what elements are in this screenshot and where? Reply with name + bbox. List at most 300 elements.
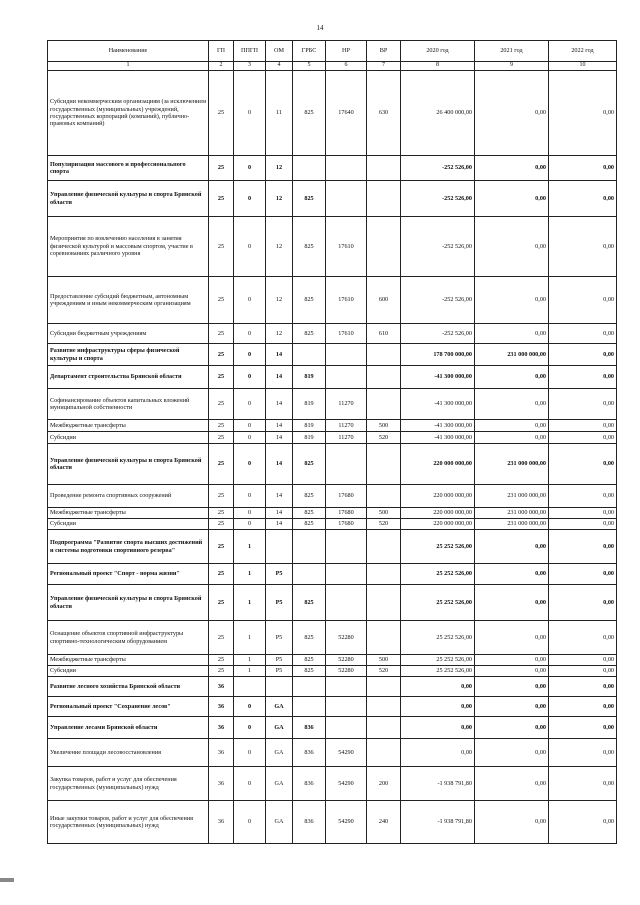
cell-ppgp: 1 bbox=[234, 530, 266, 564]
cell-grbs bbox=[293, 677, 326, 697]
header-grbs: ГРБС bbox=[293, 41, 326, 62]
cell-ppgp: 0 bbox=[234, 717, 266, 739]
table-row bbox=[48, 655, 617, 666]
cell-vr: 520 bbox=[367, 666, 401, 677]
cell-grbs: 836 bbox=[293, 739, 326, 767]
cell-nr: 17680 bbox=[326, 485, 367, 508]
cell-vr bbox=[367, 389, 401, 420]
column-index-row bbox=[48, 62, 617, 71]
index-cell: 3 bbox=[234, 62, 266, 71]
cell-name: Субсидии bbox=[48, 432, 209, 444]
cell-ppgp: 0 bbox=[234, 366, 266, 389]
cell-name: Управление физической культуры и спорта Брянской области bbox=[48, 181, 209, 217]
cell-2020: 25 252 526,00 bbox=[401, 530, 475, 564]
cell-grbs: 825 bbox=[293, 585, 326, 621]
cell-gp: 25 bbox=[209, 485, 234, 508]
table-row bbox=[48, 519, 617, 530]
cell-2020: -41 300 000,00 bbox=[401, 420, 475, 432]
cell-grbs: 825 bbox=[293, 666, 326, 677]
table-row bbox=[48, 181, 617, 217]
cell-2021: 0,00 bbox=[475, 697, 549, 717]
cell-grbs: 819 bbox=[293, 432, 326, 444]
header-row bbox=[48, 41, 617, 62]
cell-2021: 0,00 bbox=[475, 420, 549, 432]
cell-nr bbox=[326, 585, 367, 621]
cell-grbs: 825 bbox=[293, 655, 326, 666]
cell-ppgp: 0 bbox=[234, 389, 266, 420]
cell-2022: 0,00 bbox=[549, 585, 617, 621]
cell-gp: 36 bbox=[209, 767, 234, 801]
cell-2021: 0,00 bbox=[475, 530, 549, 564]
cell-om bbox=[266, 530, 293, 564]
cell-gp: 36 bbox=[209, 801, 234, 844]
cell-om: GA bbox=[266, 697, 293, 717]
table-row bbox=[48, 444, 617, 485]
header-2020: 2020 год bbox=[401, 41, 475, 62]
cell-2020: 25 252 526,00 bbox=[401, 655, 475, 666]
cell-nr: 52280 bbox=[326, 655, 367, 666]
cell-2021: 0,00 bbox=[475, 277, 549, 324]
cell-2022: 0,00 bbox=[549, 677, 617, 697]
cell-vr: 520 bbox=[367, 519, 401, 530]
cell-name: Проведение ремонта спортивных сооружений bbox=[48, 485, 209, 508]
cell-nr bbox=[326, 156, 367, 181]
table-row bbox=[48, 717, 617, 739]
cell-om: 11 bbox=[266, 71, 293, 156]
cell-2022: 0,00 bbox=[549, 508, 617, 519]
cell-grbs: 825 bbox=[293, 508, 326, 519]
cell-name: Межбюджетные трансферты bbox=[48, 655, 209, 666]
cell-gp: 25 bbox=[209, 519, 234, 530]
cell-2021: 0,00 bbox=[475, 621, 549, 655]
cell-2020: 0,00 bbox=[401, 677, 475, 697]
cell-2022: 0,00 bbox=[549, 71, 617, 156]
cell-nr: 17680 bbox=[326, 508, 367, 519]
cell-2020: 0,00 bbox=[401, 697, 475, 717]
cell-grbs: 825 bbox=[293, 485, 326, 508]
cell-2021: 0,00 bbox=[475, 366, 549, 389]
cell-gp: 36 bbox=[209, 739, 234, 767]
cell-name: Развитие инфраструктуры сферы физической культуры и спорта bbox=[48, 344, 209, 366]
cell-nr: 17610 bbox=[326, 324, 367, 344]
cell-name: Региональный проект "Спорт - норма жизни" bbox=[48, 564, 209, 585]
cell-2020: -252 526,00 bbox=[401, 217, 475, 277]
cell-grbs: 825 bbox=[293, 217, 326, 277]
cell-ppgp: 0 bbox=[234, 801, 266, 844]
cell-grbs: 836 bbox=[293, 767, 326, 801]
cell-2020: 25 252 526,00 bbox=[401, 621, 475, 655]
cell-vr bbox=[367, 181, 401, 217]
cell-gp: 25 bbox=[209, 564, 234, 585]
cell-ppgp: 0 bbox=[234, 508, 266, 519]
header-2021: 2021 год bbox=[475, 41, 549, 62]
cell-gp: 25 bbox=[209, 655, 234, 666]
cell-vr bbox=[367, 585, 401, 621]
index-cell: 1 bbox=[48, 62, 209, 71]
page-number: 14 bbox=[316, 24, 324, 32]
cell-2022: 0,00 bbox=[549, 666, 617, 677]
cell-2021: 0,00 bbox=[475, 767, 549, 801]
cell-vr bbox=[367, 621, 401, 655]
cell-2022: 0,00 bbox=[549, 181, 617, 217]
cell-ppgp: 0 bbox=[234, 156, 266, 181]
cell-2020: 220 000 000,00 bbox=[401, 508, 475, 519]
cell-2020: 0,00 bbox=[401, 739, 475, 767]
cell-grbs bbox=[293, 156, 326, 181]
cell-2021: 231 000 000,00 bbox=[475, 485, 549, 508]
cell-nr: 11270 bbox=[326, 420, 367, 432]
cell-2021: 231 000 000,00 bbox=[475, 444, 549, 485]
cell-name: Софинансирование объектов капитальных вложений муниципальной собственности bbox=[48, 389, 209, 420]
cell-om: GA bbox=[266, 717, 293, 739]
cell-gp: 25 bbox=[209, 530, 234, 564]
cell-2022: 0,00 bbox=[549, 530, 617, 564]
cell-vr: 200 bbox=[367, 767, 401, 801]
table-row bbox=[48, 585, 617, 621]
cell-ppgp: 0 bbox=[234, 181, 266, 217]
cell-ppgp: 1 bbox=[234, 655, 266, 666]
cell-2022: 0,00 bbox=[549, 739, 617, 767]
cell-grbs: 825 bbox=[293, 181, 326, 217]
cell-2022: 0,00 bbox=[549, 717, 617, 739]
cell-2020: 220 000 000,00 bbox=[401, 519, 475, 530]
table-row bbox=[48, 420, 617, 432]
cell-nr: 54290 bbox=[326, 739, 367, 767]
cell-gp: 25 bbox=[209, 666, 234, 677]
cell-gp: 25 bbox=[209, 217, 234, 277]
table-row bbox=[48, 156, 617, 181]
cell-2020: -41 300 000,00 bbox=[401, 432, 475, 444]
scan-edge-mark bbox=[0, 878, 14, 882]
table-row bbox=[48, 277, 617, 324]
cell-2021: 231 000 000,00 bbox=[475, 519, 549, 530]
cell-nr bbox=[326, 564, 367, 585]
header-nr: НР bbox=[326, 41, 367, 62]
cell-om: P5 bbox=[266, 585, 293, 621]
cell-name: Управление физической культуры и спорта Брянской области bbox=[48, 585, 209, 621]
cell-2021: 0,00 bbox=[475, 801, 549, 844]
cell-nr: 17610 bbox=[326, 217, 367, 277]
cell-vr: 600 bbox=[367, 277, 401, 324]
index-cell: 9 bbox=[475, 62, 549, 71]
header-ppgp: ППГП bbox=[234, 41, 266, 62]
cell-vr: 500 bbox=[367, 420, 401, 432]
cell-grbs: 825 bbox=[293, 71, 326, 156]
cell-vr: 520 bbox=[367, 432, 401, 444]
table-row bbox=[48, 485, 617, 508]
cell-vr bbox=[367, 717, 401, 739]
cell-vr bbox=[367, 697, 401, 717]
cell-gp: 36 bbox=[209, 717, 234, 739]
index-cell: 4 bbox=[266, 62, 293, 71]
cell-grbs: 825 bbox=[293, 277, 326, 324]
cell-grbs: 825 bbox=[293, 519, 326, 530]
cell-2022: 0,00 bbox=[549, 519, 617, 530]
cell-gp: 25 bbox=[209, 508, 234, 519]
cell-grbs bbox=[293, 564, 326, 585]
cell-vr: 500 bbox=[367, 655, 401, 666]
cell-vr bbox=[367, 366, 401, 389]
cell-ppgp bbox=[234, 677, 266, 697]
cell-name: Межбюджетные трансферты bbox=[48, 508, 209, 519]
cell-om: 14 bbox=[266, 508, 293, 519]
cell-2021: 0,00 bbox=[475, 666, 549, 677]
table-row bbox=[48, 389, 617, 420]
cell-2021: 0,00 bbox=[475, 156, 549, 181]
cell-name: Управление лесами Брянской области bbox=[48, 717, 209, 739]
cell-om: 12 bbox=[266, 324, 293, 344]
cell-name: Предоставление субсидий бюджетным, автономным учреждениям и иным некоммерческим организациям bbox=[48, 277, 209, 324]
cell-om: P5 bbox=[266, 564, 293, 585]
cell-om: 14 bbox=[266, 519, 293, 530]
cell-2020: -252 526,00 bbox=[401, 277, 475, 324]
cell-2020: 26 400 000,00 bbox=[401, 71, 475, 156]
cell-om: 14 bbox=[266, 485, 293, 508]
cell-gp: 25 bbox=[209, 444, 234, 485]
cell-2022: 0,00 bbox=[549, 366, 617, 389]
cell-vr bbox=[367, 485, 401, 508]
cell-ppgp: 0 bbox=[234, 344, 266, 366]
cell-2020: -1 938 791,80 bbox=[401, 767, 475, 801]
cell-vr bbox=[367, 156, 401, 181]
cell-gp: 25 bbox=[209, 432, 234, 444]
cell-vr: 500 bbox=[367, 508, 401, 519]
cell-2021: 0,00 bbox=[475, 677, 549, 697]
cell-name: Развитие лесного хозяйства Брянской области bbox=[48, 677, 209, 697]
index-cell: 6 bbox=[326, 62, 367, 71]
table-row bbox=[48, 324, 617, 344]
cell-nr: 54290 bbox=[326, 801, 367, 844]
cell-2020: 220 000 000,00 bbox=[401, 444, 475, 485]
header-vr: ВР bbox=[367, 41, 401, 62]
cell-gp: 36 bbox=[209, 677, 234, 697]
cell-vr bbox=[367, 530, 401, 564]
cell-gp: 25 bbox=[209, 344, 234, 366]
cell-2022: 0,00 bbox=[549, 767, 617, 801]
index-cell: 7 bbox=[367, 62, 401, 71]
cell-grbs: 819 bbox=[293, 366, 326, 389]
header-gp: ГП bbox=[209, 41, 234, 62]
table-row bbox=[48, 432, 617, 444]
cell-2022: 0,00 bbox=[549, 432, 617, 444]
cell-2022: 0,00 bbox=[549, 324, 617, 344]
table-row bbox=[48, 508, 617, 519]
cell-nr: 17640 bbox=[326, 71, 367, 156]
cell-2022: 0,00 bbox=[549, 655, 617, 666]
cell-2021: 0,00 bbox=[475, 432, 549, 444]
cell-vr bbox=[367, 739, 401, 767]
cell-grbs bbox=[293, 344, 326, 366]
cell-ppgp: 0 bbox=[234, 420, 266, 432]
cell-nr bbox=[326, 366, 367, 389]
cell-gp: 25 bbox=[209, 277, 234, 324]
cell-ppgp: 1 bbox=[234, 585, 266, 621]
cell-ppgp: 0 bbox=[234, 739, 266, 767]
cell-ppgp: 0 bbox=[234, 324, 266, 344]
cell-om: 12 bbox=[266, 156, 293, 181]
cell-nr: 52280 bbox=[326, 621, 367, 655]
cell-name: Иные закупки товаров, работ и услуг для обеспечения государственных (муниципальных) нужд bbox=[48, 801, 209, 844]
index-cell: 2 bbox=[209, 62, 234, 71]
cell-nr: 52280 bbox=[326, 666, 367, 677]
cell-2022: 0,00 bbox=[549, 801, 617, 844]
cell-om: 14 bbox=[266, 344, 293, 366]
table-row bbox=[48, 767, 617, 801]
table-row bbox=[48, 530, 617, 564]
cell-om: P5 bbox=[266, 666, 293, 677]
cell-nr: 54290 bbox=[326, 767, 367, 801]
cell-om: 14 bbox=[266, 389, 293, 420]
cell-name: Закупка товаров, работ и услуг для обеспечения государственных (муниципальных) нужд bbox=[48, 767, 209, 801]
cell-2021: 0,00 bbox=[475, 389, 549, 420]
cell-2021: 0,00 bbox=[475, 324, 549, 344]
cell-grbs bbox=[293, 697, 326, 717]
cell-2020: -1 938 791,80 bbox=[401, 801, 475, 844]
header-om: ОМ bbox=[266, 41, 293, 62]
cell-ppgp: 0 bbox=[234, 697, 266, 717]
cell-2022: 0,00 bbox=[549, 621, 617, 655]
cell-2020: 178 700 000,00 bbox=[401, 344, 475, 366]
cell-name: Подпрограмма "Развитие спорта высших достижений и системы подготовки спортивного резерва" bbox=[48, 530, 209, 564]
cell-om: P5 bbox=[266, 621, 293, 655]
cell-2020: 0,00 bbox=[401, 717, 475, 739]
cell-name: Управление физической культуры и спорта Брянской области bbox=[48, 444, 209, 485]
table-row bbox=[48, 564, 617, 585]
table-row bbox=[48, 697, 617, 717]
cell-om: GA bbox=[266, 801, 293, 844]
cell-nr bbox=[326, 344, 367, 366]
cell-2021: 0,00 bbox=[475, 717, 549, 739]
cell-om: P5 bbox=[266, 655, 293, 666]
table-row bbox=[48, 677, 617, 697]
table-row bbox=[48, 739, 617, 767]
cell-vr bbox=[367, 444, 401, 485]
cell-ppgp: 0 bbox=[234, 432, 266, 444]
cell-om: GA bbox=[266, 767, 293, 801]
header-name: Наименование bbox=[48, 41, 209, 62]
cell-grbs: 825 bbox=[293, 621, 326, 655]
cell-grbs: 825 bbox=[293, 324, 326, 344]
cell-nr: 17610 bbox=[326, 277, 367, 324]
cell-ppgp: 1 bbox=[234, 564, 266, 585]
cell-vr: 610 bbox=[367, 324, 401, 344]
budget-table bbox=[47, 40, 617, 844]
cell-grbs: 819 bbox=[293, 389, 326, 420]
cell-grbs: 836 bbox=[293, 801, 326, 844]
cell-gp: 25 bbox=[209, 389, 234, 420]
cell-2022: 0,00 bbox=[549, 156, 617, 181]
cell-2020: 25 252 526,00 bbox=[401, 585, 475, 621]
cell-ppgp: 1 bbox=[234, 621, 266, 655]
cell-om: 14 bbox=[266, 420, 293, 432]
table-row bbox=[48, 344, 617, 366]
cell-ppgp: 0 bbox=[234, 767, 266, 801]
cell-name: Мероприятия по вовлечению населения в занятия физической культурой и массовым спортом, участие в соревнованиях различного уровня bbox=[48, 217, 209, 277]
cell-gp: 25 bbox=[209, 71, 234, 156]
table-row bbox=[48, 666, 617, 677]
cell-gp: 25 bbox=[209, 181, 234, 217]
cell-ppgp: 0 bbox=[234, 485, 266, 508]
cell-2022: 0,00 bbox=[549, 420, 617, 432]
cell-ppgp: 0 bbox=[234, 519, 266, 530]
cell-gp: 25 bbox=[209, 585, 234, 621]
table-row bbox=[48, 366, 617, 389]
cell-gp: 36 bbox=[209, 697, 234, 717]
cell-om: 12 bbox=[266, 181, 293, 217]
cell-nr bbox=[326, 717, 367, 739]
cell-2020: 25 252 526,00 bbox=[401, 564, 475, 585]
cell-nr bbox=[326, 697, 367, 717]
cell-name: Субсидии бюджетным учреждениям bbox=[48, 324, 209, 344]
cell-name: Департамент строительства Брянской области bbox=[48, 366, 209, 389]
cell-2021: 231 000 000,00 bbox=[475, 508, 549, 519]
table-row bbox=[48, 801, 617, 844]
cell-2021: 0,00 bbox=[475, 739, 549, 767]
cell-2020: -41 300 000,00 bbox=[401, 389, 475, 420]
cell-om: 12 bbox=[266, 277, 293, 324]
cell-2020: 25 252 526,00 bbox=[401, 666, 475, 677]
cell-2020: -252 526,00 bbox=[401, 324, 475, 344]
index-cell: 8 bbox=[401, 62, 475, 71]
cell-gp: 25 bbox=[209, 324, 234, 344]
cell-nr: 11270 bbox=[326, 432, 367, 444]
cell-name: Субсидии bbox=[48, 519, 209, 530]
cell-om: 12 bbox=[266, 217, 293, 277]
cell-name: Субсидии некоммерческим организациям (за исключением государственных (муниципальных) учреждений, государственных корпораций (компаний), публично-правовых компаний) bbox=[48, 71, 209, 156]
cell-2022: 0,00 bbox=[549, 389, 617, 420]
cell-grbs bbox=[293, 530, 326, 564]
cell-vr bbox=[367, 677, 401, 697]
table-row bbox=[48, 71, 617, 156]
cell-name: Межбюджетные трансферты bbox=[48, 420, 209, 432]
cell-grbs: 836 bbox=[293, 717, 326, 739]
cell-2021: 0,00 bbox=[475, 655, 549, 666]
index-cell: 5 bbox=[293, 62, 326, 71]
cell-nr: 17680 bbox=[326, 519, 367, 530]
cell-nr bbox=[326, 530, 367, 564]
cell-ppgp: 1 bbox=[234, 666, 266, 677]
table-body bbox=[48, 71, 617, 844]
cell-2021: 0,00 bbox=[475, 71, 549, 156]
cell-2022: 0,00 bbox=[549, 444, 617, 485]
cell-om: 14 bbox=[266, 366, 293, 389]
cell-2021: 0,00 bbox=[475, 585, 549, 621]
cell-vr bbox=[367, 344, 401, 366]
cell-gp: 25 bbox=[209, 621, 234, 655]
cell-2020: 220 000 000,00 bbox=[401, 485, 475, 508]
cell-2022: 0,00 bbox=[549, 485, 617, 508]
cell-om: GA bbox=[266, 739, 293, 767]
cell-ppgp: 0 bbox=[234, 71, 266, 156]
cell-2021: 0,00 bbox=[475, 564, 549, 585]
cell-2022: 0,00 bbox=[549, 277, 617, 324]
cell-name: Региональный проект "Сохранение лесов" bbox=[48, 697, 209, 717]
cell-name: Субсидии bbox=[48, 666, 209, 677]
table-row bbox=[48, 621, 617, 655]
cell-om: 14 bbox=[266, 444, 293, 485]
cell-2022: 0,00 bbox=[549, 217, 617, 277]
cell-om bbox=[266, 677, 293, 697]
cell-ppgp: 0 bbox=[234, 444, 266, 485]
cell-gp: 25 bbox=[209, 420, 234, 432]
cell-vr: 630 bbox=[367, 71, 401, 156]
cell-name: Популяризация массового и профессионального спорта bbox=[48, 156, 209, 181]
cell-nr bbox=[326, 677, 367, 697]
cell-2021: 0,00 bbox=[475, 181, 549, 217]
cell-2020: -252 526,00 bbox=[401, 156, 475, 181]
header-2022: 2022 год bbox=[549, 41, 617, 62]
cell-grbs: 825 bbox=[293, 444, 326, 485]
